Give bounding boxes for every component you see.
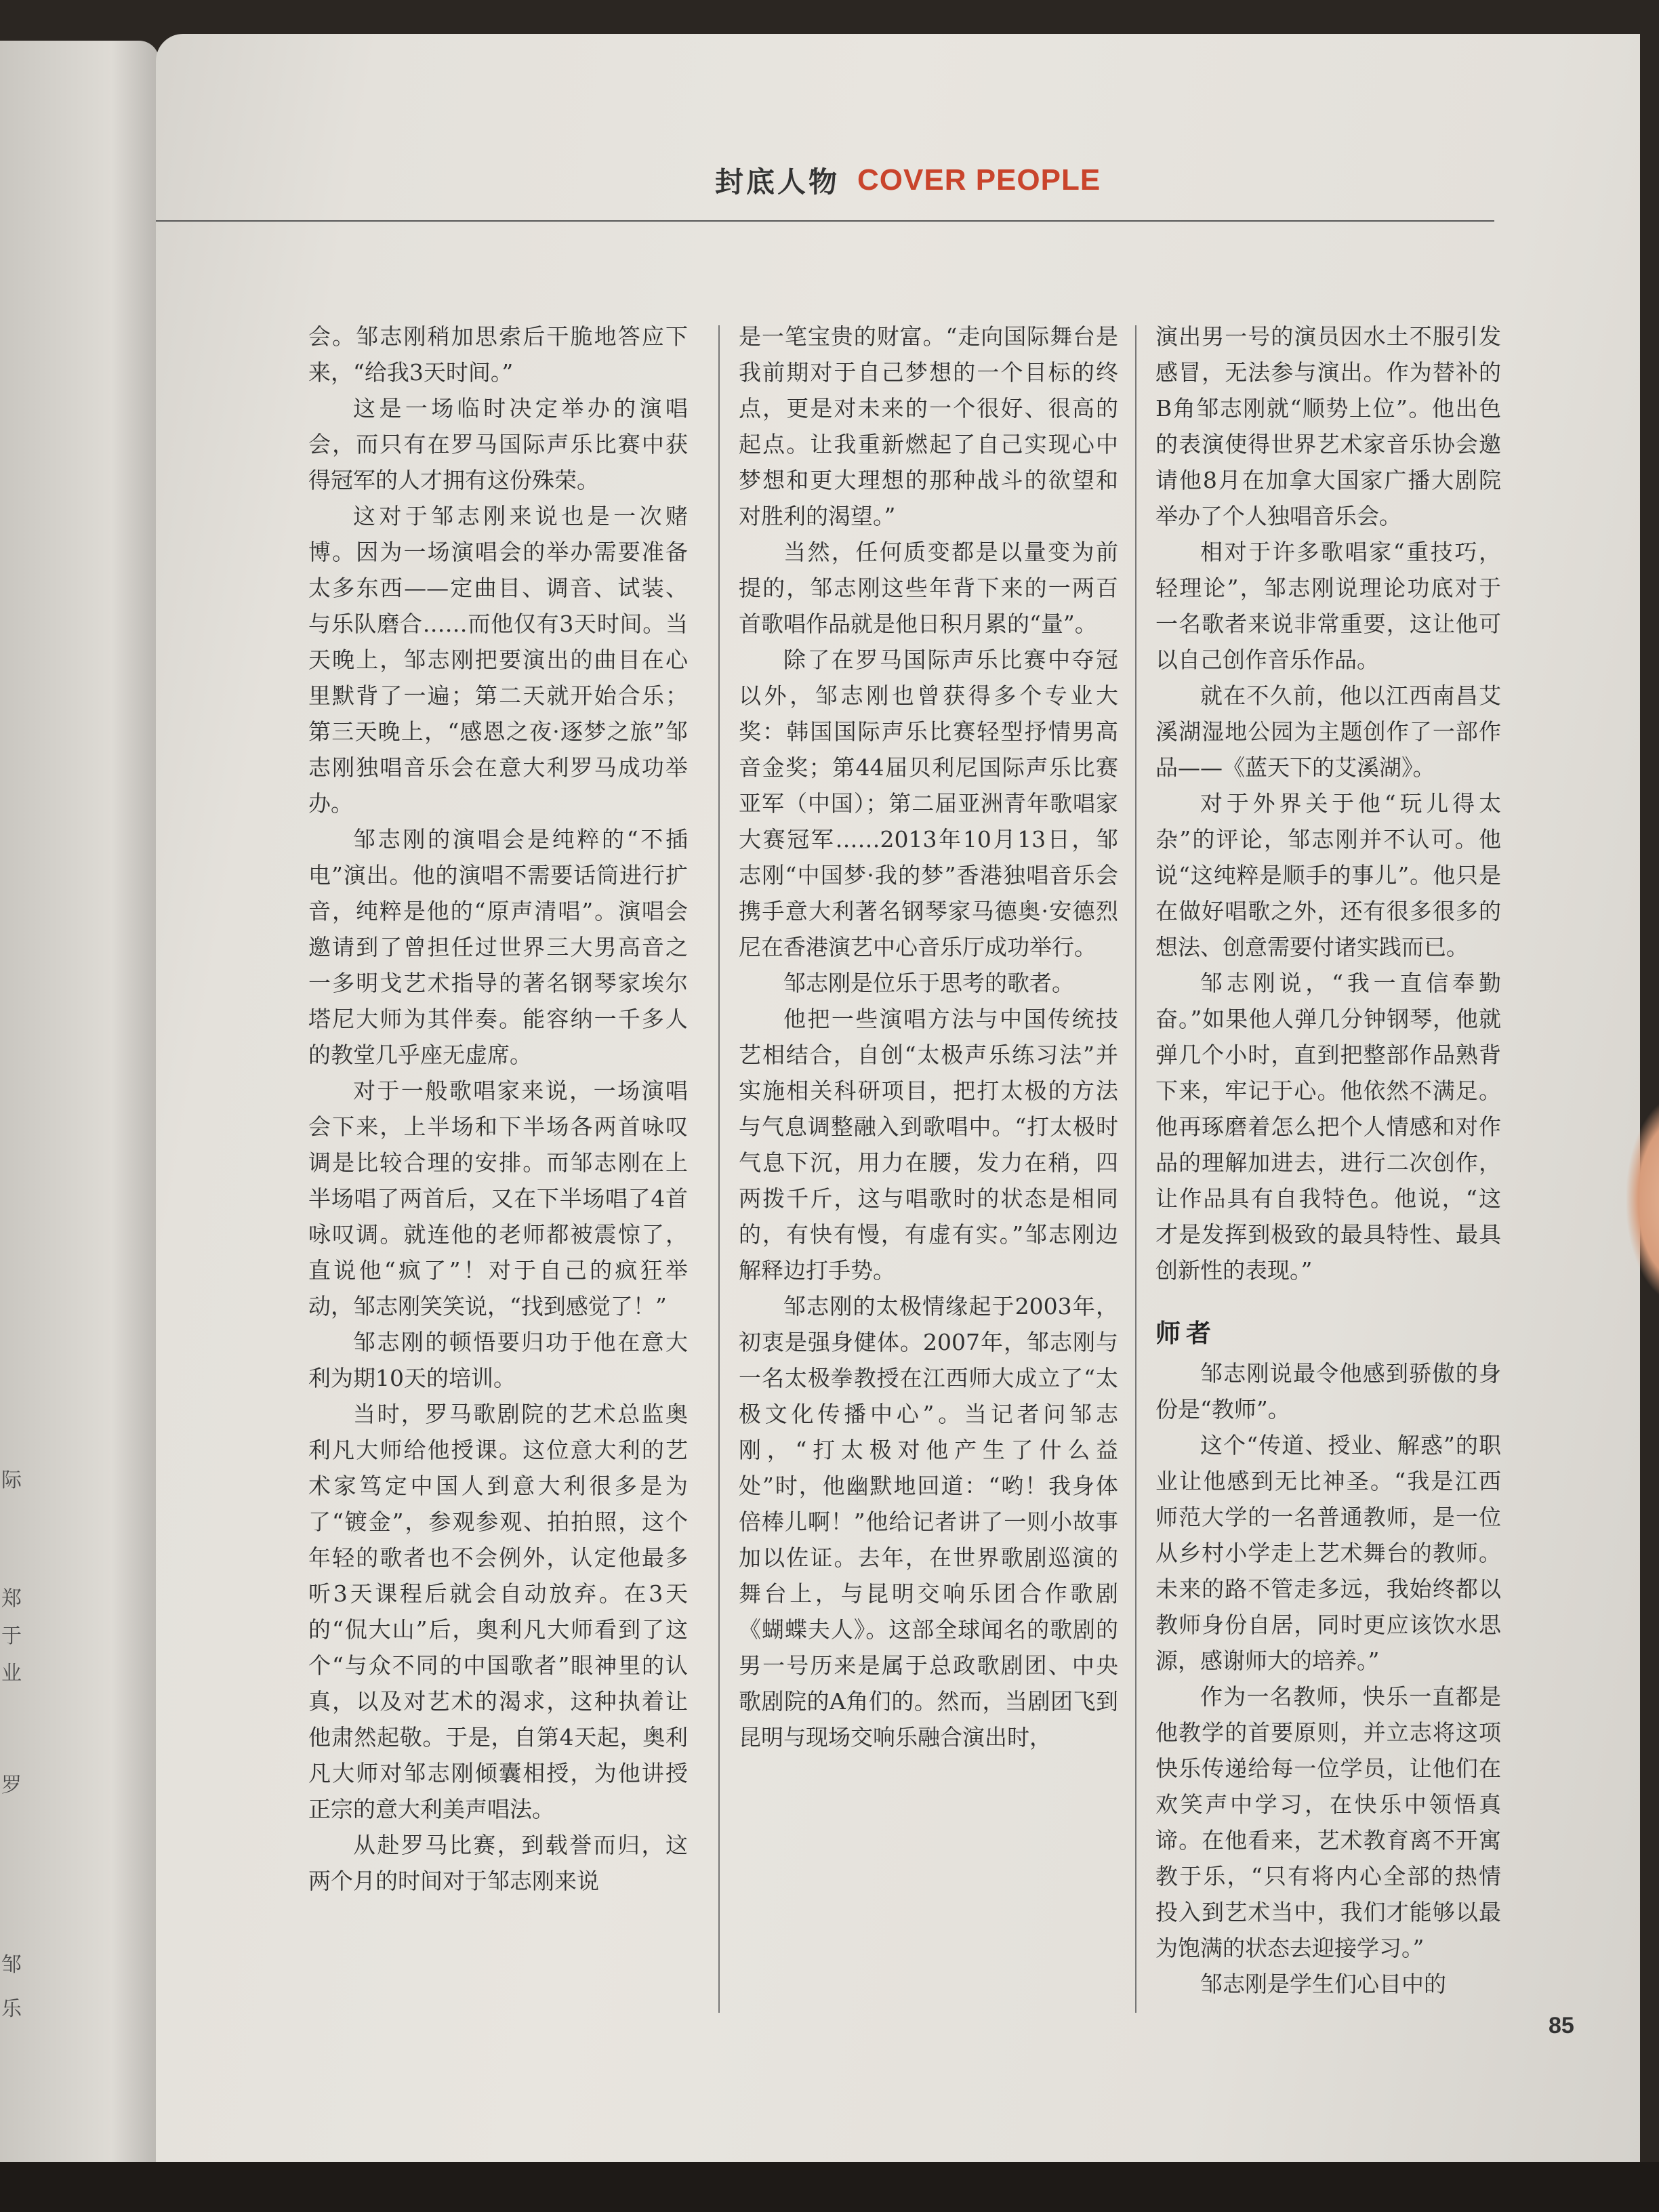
left-page-fragment: 业 <box>1 1662 22 1685</box>
article-paragraph: 邹志刚的太极情缘起于2003年，初衷是强身健体。2007年，邹志刚与一名太极拳教授在江西师大成立了“太极文化传播中心”。当记者问邹志刚，“打太极对他产生了什么益处”时，他幽默地回道：“哟！我身体倍棒儿啊！”他给记者讲了一则小故事加以佐证。去年，在世界歌剧巡演的舞台上，与昆明交响乐团合作歌剧《蝴蝶夫人》。这部全球闻名的歌剧的男一号历来是属于总政歌剧团、中央歌剧院的A角们的。然而，当剧团飞到昆明与现场交响乐融合演出时， <box>739 1293 1118 1750</box>
page-number: 85 <box>1549 2013 1574 2039</box>
article-paragraph: 当时，罗马歌剧院的艺术总监奥利凡大师给他授课。这位意大利的艺术家笃定中国人到意大利很多是为了“镀金”，参观参观、拍拍照，这个年轻的歌者也不会例外，认定他最多听3天课程后就会自动放弃。在3天的“侃大山”后，奥利凡大师看到了这个“与众不同的中国歌者”眼神里的认真，以及对艺术的渴求，这种执着让他肃然起敬。于是，自第4天起，奥利凡大师对邹志刚倾囊相授，为他讲授正宗的意大利美声唱法。 <box>308 1401 688 1822</box>
header-title-en: COVER PEOPLE <box>857 163 1101 197</box>
column-divider <box>1135 325 1136 2013</box>
left-page-fragment: 罗 <box>1 1774 22 1797</box>
article-paragraph: 邹志刚的顿悟要归功于他在意大利为期10天的培训。 <box>308 1329 688 1391</box>
bottom-shadow <box>0 2162 1659 2212</box>
article-paragraph: 这个“传道、授业、解惑”的职业让他感到无比神圣。“我是江西师范大学的一名普通教师，是一位从乡村小学走上艺术舞台的教师。未来的路不管走多远，我始终都以教师身份自居，同时更应该饮水思源，感谢师大的培养。” <box>1155 1432 1501 1674</box>
article-paragraph: 作为一名教师，快乐一直都是他教学的首要原则，并立志将这项快乐传递给每一位学员，让他们在欢笑声中学习，在快乐中领悟真谛。在他看来，艺术教育离不开寓教于乐，“只有将内心全部的热情投入到艺术当中，我们才能够以最为饱满的状态去迎接学习。” <box>1155 1683 1501 1961</box>
header-title-cn: 封底人物 <box>715 165 840 199</box>
article-paragraph: 邹志刚说最令他感到骄傲的身份是“教师”。 <box>1155 1360 1501 1422</box>
header-rule <box>156 220 1494 222</box>
article-paragraph: 演出男一号的演员因水土不服引发感冒，无法参与演出。作为替补的B角邹志刚就“顺势上位”。他出色的表演使得世界艺术家音乐协会邀请他8月在加拿大国家广播大剧院举办了个人独唱音乐会。 <box>1155 323 1501 529</box>
finger-shadow <box>1626 1098 1659 1301</box>
left-page-fragment: 郑 <box>1 1587 22 1611</box>
article-column-1 <box>308 319 688 2040</box>
article-column-3 <box>1155 319 1501 2040</box>
article-paragraph: 对于一般歌唱家来说，一场演唱会下来，上半场和下半场各两首咏叹调是比较合理的安排。而邹志刚在上半场唱了两首后，又在下半场唱了4首咏叹调。就连他的老师都被震惊了，直说他“疯了”！对于自己的疯狂举动，邹志刚笑笑说，“找到感觉了！” <box>308 1078 688 1319</box>
article-paragraph: 相对于许多歌唱家“重技巧，轻理论”，邹志刚说理论功底对于一名歌者来说非常重要，这让他可以自己创作音乐作品。 <box>1155 539 1501 673</box>
article-paragraph: 是一笔宝贵的财富。“走向国际舞台是我前期对于自己梦想的一个目标的终点，更是对未来的一个很好、很高的起点。让我重新燃起了自己实现心中梦想和更大理想的那种战斗的欲望和对胜利的渴望。” <box>739 323 1118 529</box>
column-3-paragraphs <box>1155 319 1501 1288</box>
article-paragraph: 他把一些演唱方法与中国传统技艺相结合，自创“太极声乐练习法”并实施相关科研项目，把打太极的方法与气息调整融入到歌唱中。“打太极时气息下沉，用力在腰，发力在稍，四两拨千斤，这与唱歌时的状态是相同的，有快有慢，有虚有实。”邹志刚边解释边打手势。 <box>739 1006 1118 1284</box>
article-paragraph: 对于外界关于他“玩儿得太杂”的评论，邹志刚并不认可。他说“这纯粹是顺手的事儿”。他只是在做好唱歌之外，还有很多很多的想法、创意需要付诸实践而已。 <box>1155 790 1501 960</box>
article-paragraph: 邹志刚是学生们心目中的 <box>1200 1971 1446 1997</box>
article-paragraph: 除了在罗马国际声乐比赛中夺冠以外，邹志刚也曾获得多个专业大奖：韩国国际声乐比赛轻型抒情男高音金奖；第44届贝利尼国际声乐比赛亚军（中国）；第二届亚洲青年歌唱家大赛冠军……2013年10月13日，邹志刚“中国梦·我的梦”香港独唱音乐会携手意大利著名钢琴家马德奥·安德烈尼在香港演艺中心音乐厅成功举行。 <box>739 647 1118 960</box>
article-paragraph: 这是一场临时决定举办的演唱会，而只有在罗马国际声乐比赛中获得冠军的人才拥有这份殊荣。 <box>308 395 688 493</box>
article-paragraph: 这对于邹志刚来说也是一次赌博。因为一场演唱会的举办需要准备太多东西——定曲目、调音、试装、与乐队磨合……而他仅有3天时间。当天晚上，邹志刚把要演出的曲目在心里默背了一遍；第二天就开始合乐；第三天晚上，“感恩之夜·逐梦之旅”邹志刚独唱音乐会在意大利罗马成功举办。 <box>308 503 688 817</box>
section-header <box>715 153 1135 207</box>
section-heading: 师者 <box>1155 1319 1216 1348</box>
column-divider <box>718 325 720 2013</box>
column-3-section-paragraphs <box>1155 1355 1501 2002</box>
article-paragraph: 邹志刚说，“我一直信奉勤奋。”如果他人弹几分钟钢琴，他就弹几个小时，直到把整部作品熟背下来，牢记于心。他依然不满足。他再琢磨着怎么把个人情感和对作品的理解加进去，进行二次创作，让作品具有自我特色。他说，“这才是发挥到极致的最具特性、最具创新性的表现。” <box>1155 970 1501 1284</box>
article-paragraph: 邹志刚是位乐于思考的歌者。 <box>783 970 1074 996</box>
left-page-fragment: 邹 <box>1 1953 22 1977</box>
article-paragraph: 从赴罗马比赛，到载誉而归，这两个月的时间对于邹志刚来说 <box>308 1832 688 1894</box>
article-paragraph: 当然，任何质变都是以量变为前提的，邹志刚这些年背下来的一两百首歌唱作品就是他日积月累的“量”。 <box>739 539 1118 637</box>
article-paragraph: 就在不久前，他以江西南昌艾溪湖湿地公园为主题创作了一部作品——《蓝天下的艾溪湖》。 <box>1155 682 1501 781</box>
article-paragraph: 邹志刚的演唱会是纯粹的“不插电”演出。他的演唱不需要话筒进行扩音，纯粹是他的“原声清唱”。演唱会邀请到了曾担任过世界三大男高音之一多明戈艺术指导的著名钢琴家埃尔塔尼大师为其伴奏。能容纳一千多人的教堂几乎座无虚席。 <box>308 826 688 1068</box>
left-page-fragment: 乐 <box>1 1997 22 2021</box>
article-paragraph: 会。邹志刚稍加思索后干脆地答应下来，“给我3天时间。” <box>308 323 688 386</box>
left-page-fragment: 于 <box>1 1624 22 1648</box>
article-column-2 <box>739 319 1118 2040</box>
left-page-fragment: 际 <box>1 1469 22 1492</box>
left-page-edge <box>0 41 159 2162</box>
